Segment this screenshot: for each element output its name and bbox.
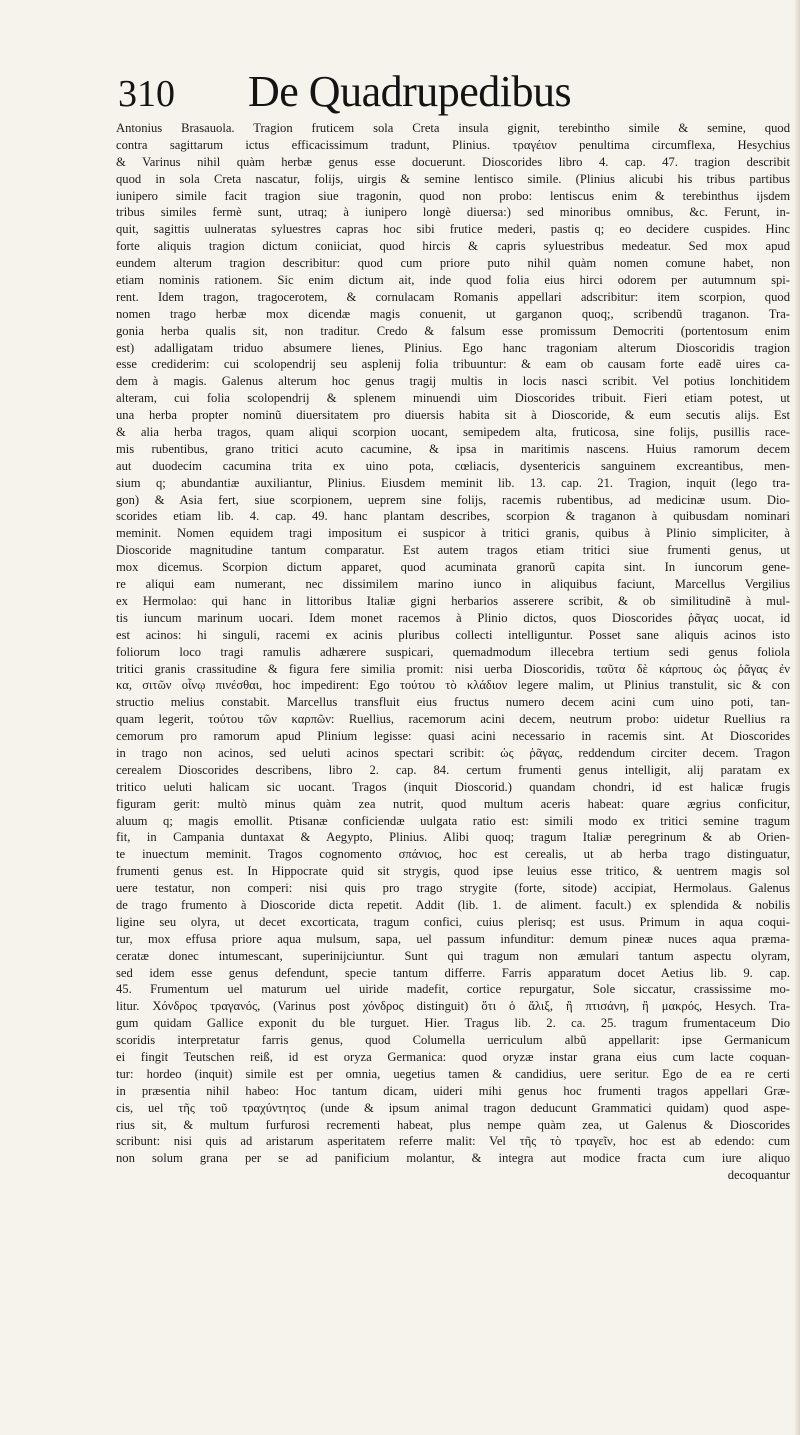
text-line: scorides etiam lib. 4. cap. 49. hanc plantam describes, scorpion & traganon à quibusdam nominari [116,509,790,524]
text-line: Dioscoride magnitudine tantum comparatur. Est autem tragos etiam tritici siue frumenti genus, ut [116,543,790,558]
page-number: 310 [118,73,175,115]
text-line: gonia herba qualis sit, non traditur. Credo & falsum esse promissum Democriti (portentosum enim [116,323,790,338]
text-line: tis iuncum marinum uocari. Idem monet racemos à Plinio dictos, quos Dioscorides ῥᾶγας uocat, id [116,610,790,625]
text-line: sium q; abundantiæ auxiliantur, Plinius. Eiusdem meminit lib. 13. cap. 21. Tragion, inquit (lego tra- [116,475,790,490]
text-line: tur, mox effusa priore aqua mulsum, sapa, uel passum infunditur: demum pineæ nuces aqua præma- [116,931,790,946]
text-line: gum quidam Gallice exponit du ble turguet. Hier. Tragus lib. 2. ca. 25. tragum frumentaceum Dio [116,1016,790,1031]
text-line: cemorum pro ramorum apud Plinium legisse: quasi acini necessario in racemis sint. At Dioscorides [116,729,790,744]
text-line: κα, σιτῶν οἶνῳ πινέσθαι, hoc impedirent: Ego τούτου τὸ κλάδιον legere malim, ut Plinius transtulit, sic & con [116,678,790,693]
text-line: ligine seu olyra, ut decet excorticata, tragum confici, cuius plerisq; est usus. Primum in aqua coqui- [116,914,790,929]
text-line: litur. Χόνδρος τραγανός, (Varinus post χόνδρος distinguit) ὅτι ὁ ἄλιξ, ἢ πτισάνη, ἢ μακρός, Hesych. Tra- [116,999,790,1014]
page-edge [794,0,800,1435]
text-line: est acinos: hi singuli, racemi ex acinis pluribus collecti intelliguntur. Posset sane aliquis acinos isto [116,627,790,642]
text-line: aluum q; magis emollit. Ptisanæ conficiendæ uulgata ratio est: simili modo ex tritici semine tragum [116,813,790,828]
text-line: mis rubentibus, grano tritici acuto cacumine, & ipsa in maritimis nascens. Huius ramorum decem [116,441,790,456]
text-line: cerealem Dioscorides describens, libro 2. cap. 84. certum frumenti genus intelligit, alij paratam ex [116,762,790,777]
text-line: iunipero simile facit tragion siue tragonin, quod non probo: lentiscus enim & terebinthus ijsdem [116,188,790,203]
text-line: quod in sola Creta nascatur, folijs, uirgis & semine lentisco simile. (Plinius alicubi his tribus partibus [116,171,790,186]
text-line: fit, in Campania duntaxat & Aegypto, Plinius. Alibi quoq; tragum Italiæ peregrinum & ab Orien- [116,830,790,845]
text-line: quit, sagittis uulneratas syluestres capras hoc sibi frutice mederi, pastis q; eo decidere cuspides. Hinc [116,222,790,237]
text-line: contra sagittarum ictus efficacissimum tradunt, Plinius. τραγέιον penultima circumflexa, Hesychius [116,137,790,152]
text-line: scribunt: nisi quis ad aristarum asperitatem referre malit: Vel τῆς τὸ τραγεῖν, hoc est ab edendo: cum [116,1134,790,1149]
text-line: nomen trago herbæ mox dicendæ magis conuenit, ut garganon quoq;, scribendũ traganon. Tra- [116,306,790,321]
text-line: rent. Idem tragon, tragocerotem, & cornulacam Romanis appellari adscribitur: item scorpion, quod [116,289,790,304]
text-line: tritico ueluti halicam sic uocant. Tragos (inquit Dioscorid.) quandam chondri, id est halicæ frugis [116,779,790,794]
text-line: in trago non acinos, sed ueluti acinos spectari scribit: ὡς ῥᾶγας, reddendum circiter decem. Tragon [116,745,790,760]
text-line: non solum grana per se ad panificium molantur, & integra aut modice fracta cum iure aliquo [116,1151,790,1166]
text-line: frumenti genus est. In Hippocrate quid sit strygis, quod ipse leuius esse tritico, & uentrem magis sol [116,864,790,879]
text-line: tur: hordeo (inquit) simile est per omnia, uegetius tamen & candidius, uere seritur. Ego de ea re certi [116,1066,790,1081]
text-line: & Varinus nihil quàm herbæ genus esse docuerunt. Dioscorides libro 4. cap. 47. tragion describit [116,154,790,169]
text-line: de trago frumento à Dioscoride dicta repetit. Addit (lib. 1. de aliment. facult.) ex splendida & nobilis [116,897,790,912]
text-line: re aliqui eam numerant, nec dissimilem marino iunco in aliquibus faciunt, Marcellus Vergilius [116,577,790,592]
text-line: alteram, cui folia scolopendrij & splenem minuendi uim Dioscorides tribuit. Fieri etiam potest, ut [116,391,790,406]
text-line: tribus similes fermè sunt, utraq; à iunipero longè diuersa:) sed minoribus omnibus, &c. Ferunt, in- [116,205,790,220]
text-line: structio melius constabit. Marcellus transfluit eius fructus numero decem acini cum uino poti, tan- [116,695,790,710]
text-line: tritici granis crassitudine & figura fere similia promit: nisi uerba Dioscoridis, ταῦτα δὲ κάρπους ὡς ῥᾶγας ἐν [116,661,790,676]
text-line: etiam nominis rationem. Sic enim dictum ait, inde quod folia eius hirci odorem per autumnum spi- [116,273,790,288]
text-line: dem à magis. Galenus alterum hoc genus tragij multis in locis nasci scribit. Vel potius lonchitidem [116,374,790,389]
text-line: ceratæ donec intumescant, superinijciuntur. Sunt qui tragum non æmulari tantum aspectu olyram, [116,948,790,963]
text-line: mox dicemus. Scorpion dictum apparet, quod acuminata granorũ capita sint. In iuncorum gene- [116,560,790,575]
text-line: cis, uel τῆς τοῦ τραχύντητος (unde & ipsum animal tragon deducunt Grammatici quidam) quod aspe- [116,1100,790,1115]
text-line: gon) & Asia fert, siue scorpionem, ueprem sine folijs, racemis rubentibus, ad medicinæ usum. Dio- [116,492,790,507]
text-line: ex Hermolao: qui hanc in littoribus Italiæ gigni herbarios asserere scribit, & ob similitudinẽ à mul- [116,593,790,608]
text-line: 45. Frumentum uel maturum uel uiride madefit, cortice repurgatur, Sole siccatur, crassissime mo- [116,982,790,997]
running-title: De Quadrupedibus [248,67,572,116]
text-line: sed idem esse genus defendunt, specie tantum differre. Farris apparatum docet Aetius lib. 9. cap. [116,965,790,980]
text-line: Antonius Brasauola. Tragion fruticem sola Creta insula gignit, terebintho simile & semine, quod [116,121,790,135]
text-line: meminit. Nomen equidem tragi impositum ei suspicor à tritici granis, quibus à Plinio simpliciter, à [116,526,790,541]
text-line: scoridis interpretatur farris genus, quod Columella uerriculum albũ appellarit: ipse Germanicum [116,1033,790,1048]
text-line: forte aliquis tragion dictum coniiciat, quod hircis & capris syluestribus medeatur. Sed mox apud [116,239,790,254]
body-text [116,120,790,1300]
page-header [118,66,760,116]
text-line: est) adalligatam triduo absumere lienes, Plinius. Ego hanc tragoniam alterum Dioscoridis tragion [116,340,790,355]
text-line: uere testatur, non comperi: nisi quis pro trago strygite (forte, sitode) accipiat, Hermolaus. Galenus [116,881,790,896]
text-line: in præsentia nihil habeo: Hoc tantum dicam, uideri mihi genus hoc frumenti tragos appellari Græ- [116,1083,790,1098]
text-line: eundem alterum tragion describitur: quod cum priore puto nihil quàm nomen comune habet, non [116,256,790,271]
text-line: rius sit, & multum furfurosi recrementi habeat, plus nempe quàm zea, ut Galenus & Dioscorides [116,1117,790,1132]
text-line: & alia herba tragos, quam aliqui scorpion uocant, semipedem alta, fruticosa, sine folijs, pusillis race- [116,425,790,440]
text-line: figuram gerit: multò minus quàm zea nutrit, quod multum aceris habeat: quare ægrius conficitur, [116,796,790,811]
text-line: aut duodecim cacumina trita ex uino pota, cœliacis, dysentericis sanguinem excreantibus, men- [116,458,790,473]
text-line: te inuectum meminit. Tragos cognomento σπάνιος, hoc est cerealis, ut ab herba trago distinguatur, [116,847,790,862]
text-line: quam legerit, τούτου τῶν καρπῶν: Ruellius, racemorum acini decem, neutrum probo: uidetur Ruellius ra [116,712,790,727]
text-line: esse crediderim: cui scolopendrij seu asplenij folia tribuuntur: & eam ob causam forte eadẽ uires ca- [116,357,790,372]
text-line: foliorum loco tragi ramulis adhærere suspicari, quemadmodum illecebra tertium sedi genus foliola [116,644,790,659]
text-line: decoquantur [727,1168,790,1183]
text-line: una herba propter nominũ diuersitatem pro diuersis habita sit à Dioscoride, & eum secutis alijs. Est [116,408,790,423]
text-line: ei fingit Teutschen reiß, id est oryza Germanica: quod oryzæ instar grana eius cum lacte coquan- [116,1049,790,1064]
